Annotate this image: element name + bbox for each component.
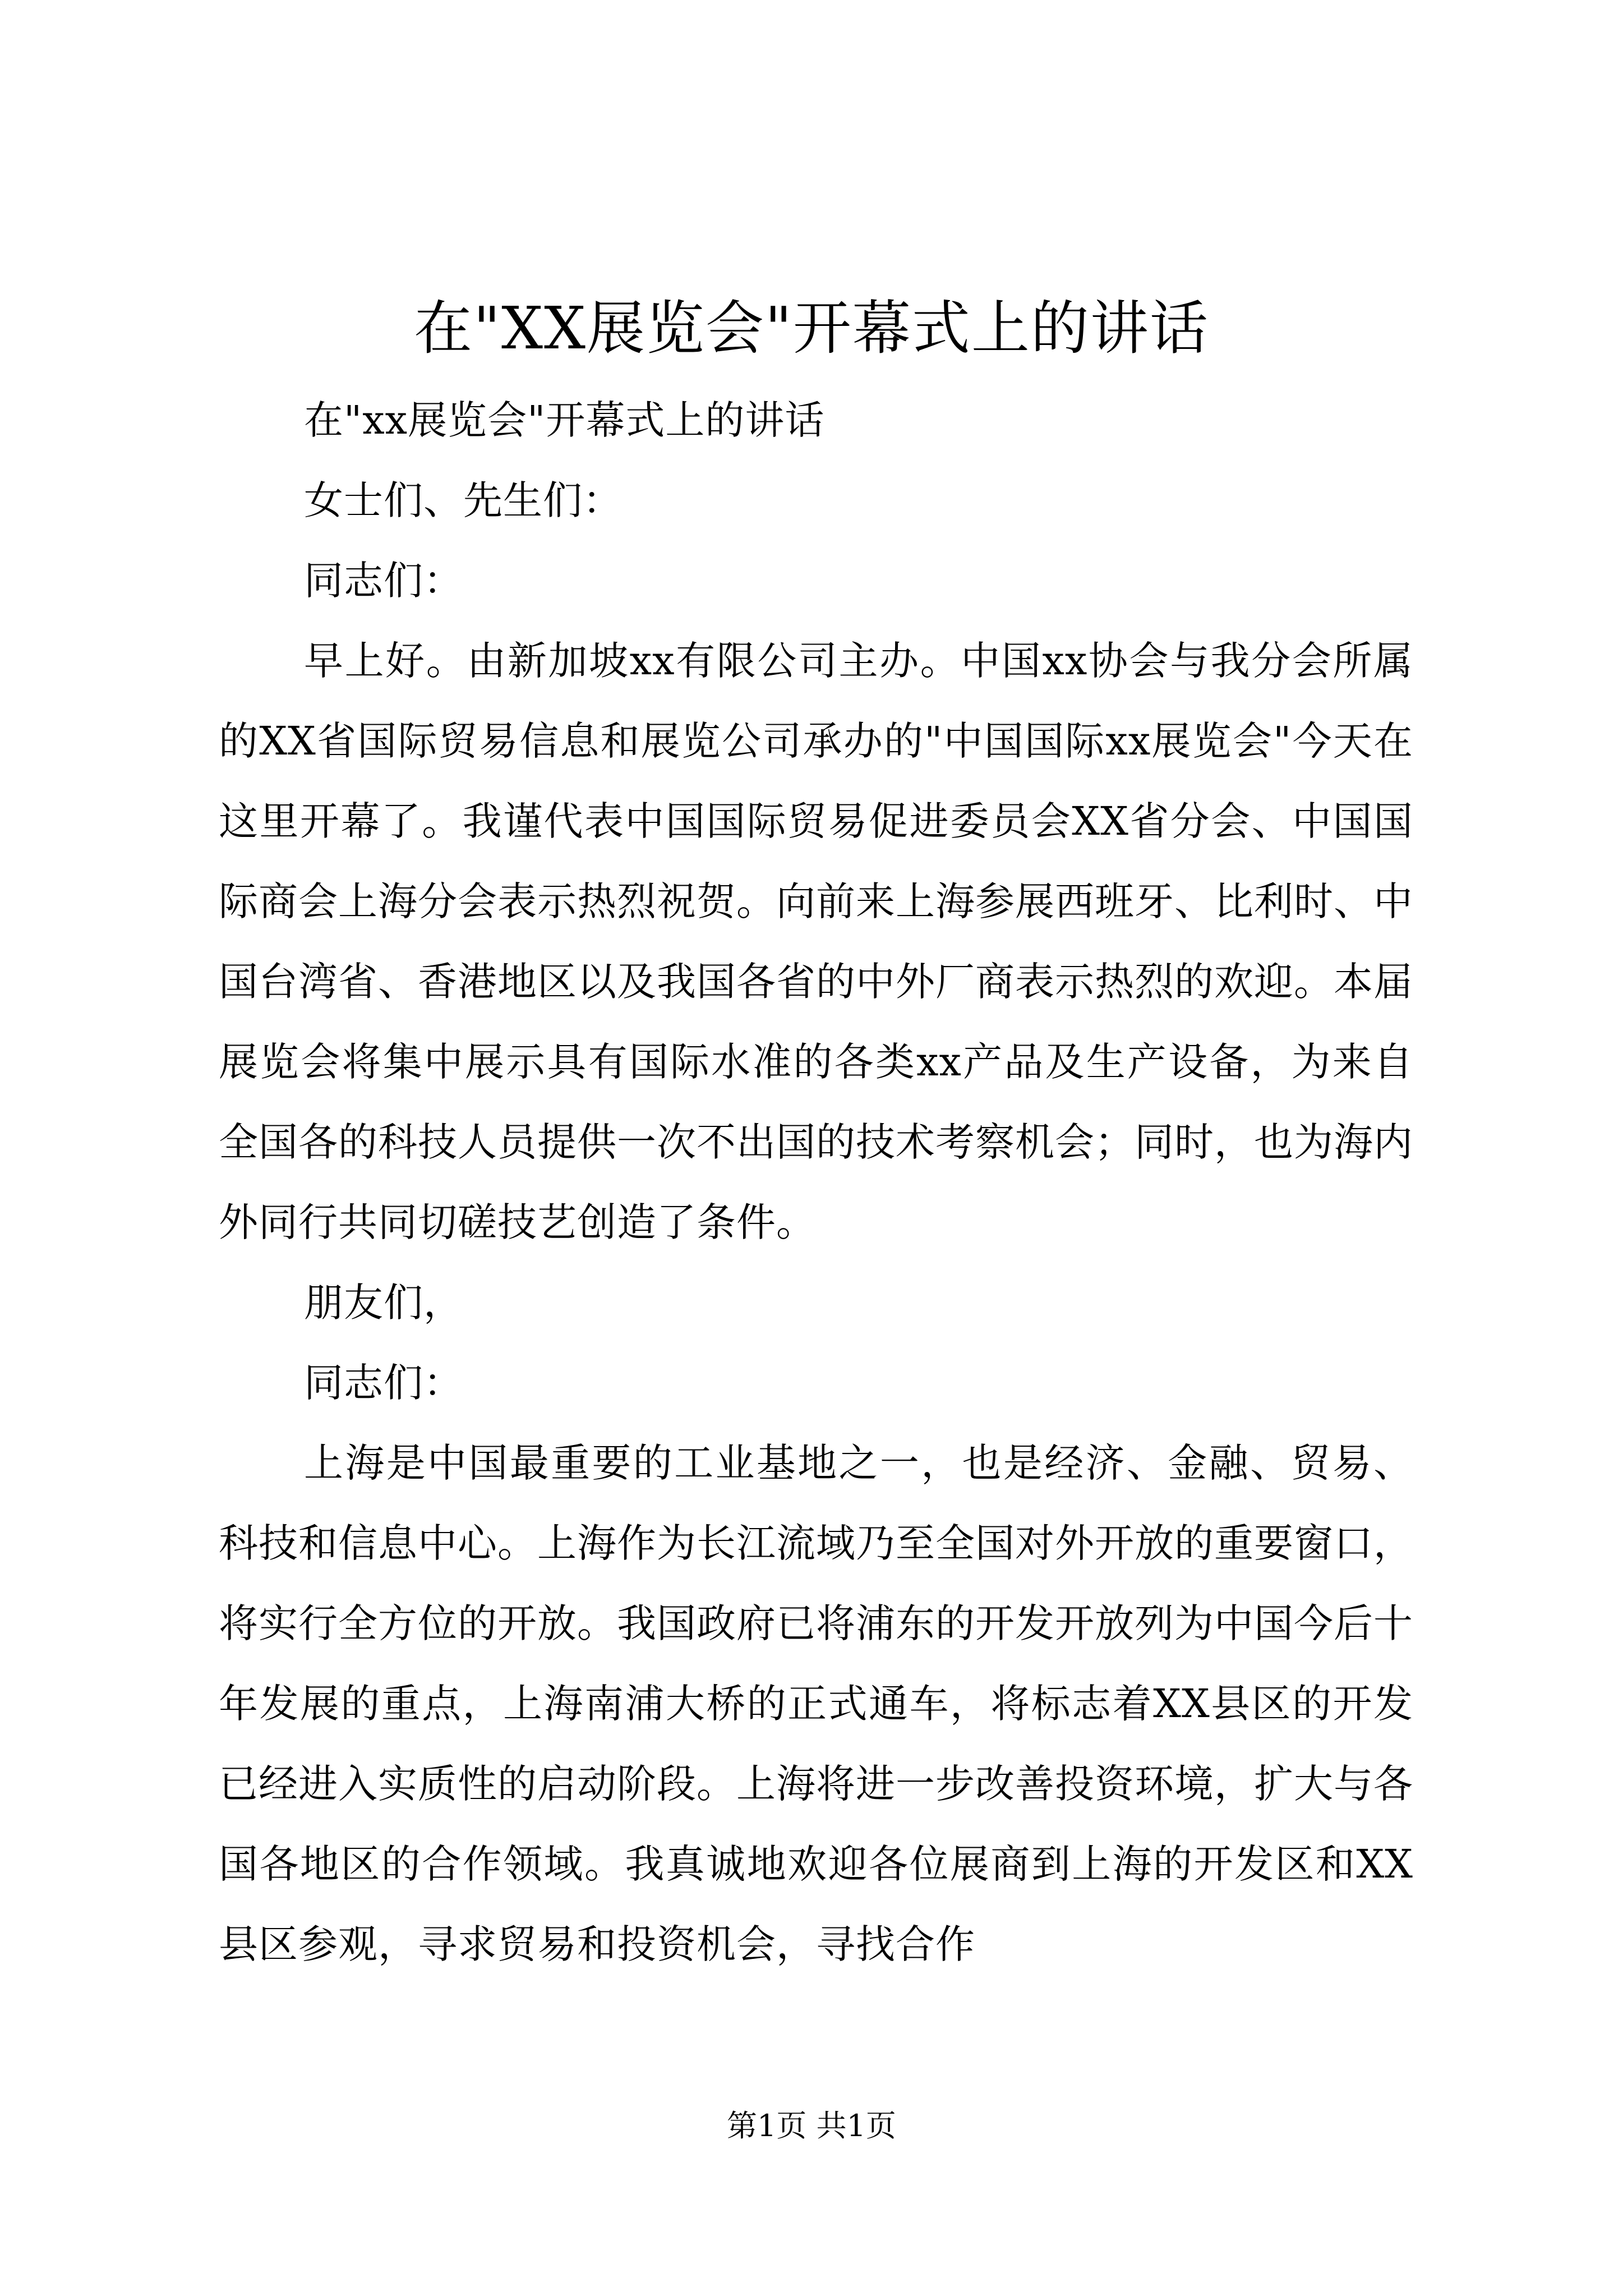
- paragraph-subtitle: 在"xx展览会"开幕式上的讲话: [304, 397, 825, 443]
- paragraph-opening-remarks: 早上好。由新加坡xx有限公司主办。中国xx协会与我分会所属的XX省国际贸易信息和展览公司承办的"中国国际xx展览会"今天在这里开幕了。我谨代表中国国际贸易促进委员会XX省分会、中国国际商会上海分会表示热烈祝贺。向前来上海参展西班牙、比利时、中国台湾省、香港地区以及我国各省的中外厂商表示热烈的欢迎。本届展览会将集中展示具有国际水准的各类xx产品及生产设备，为来自全国各的科技人员提供一次不出国的技术考察机会；同时，也为海内外同行共同切磋技艺创造了条件。: [219, 638, 1413, 1245]
- paragraph-salutation-ladies-gentlemen: 女士们、先生们：: [304, 477, 623, 523]
- document-title: 在"XX展览会"开幕式上的讲话: [414, 294, 1209, 362]
- page-footer: 第1页 共1页: [727, 2108, 896, 2143]
- document-body: [219, 380, 1413, 1985]
- paragraph-shanghai-overview: 上海是中国最重要的工业基地之一，也是经济、金融、贸易、科技和信息中心。上海作为长江流域乃至全国对外开放的重要窗口，将实行全方位的开放。我国政府已将浦东的开发开放列为中国今后十年发展的重点，上海南浦大桥的正式通车，将标志着XX县区的开发已经进入实质性的启动阶段。上海将进一步改善投资环境，扩大与各国各地区的合作领域。我真诚地欢迎各位展商到上海的开发区和XX县区参观，寻求贸易和投资机会，寻找合作: [219, 1440, 1413, 1967]
- paragraph-salutation-comrades-2: 同志们：: [304, 1360, 463, 1406]
- paragraph-salutation-comrades: 同志们：: [304, 558, 463, 604]
- paragraph-salutation-friends: 朋友们，: [304, 1280, 463, 1326]
